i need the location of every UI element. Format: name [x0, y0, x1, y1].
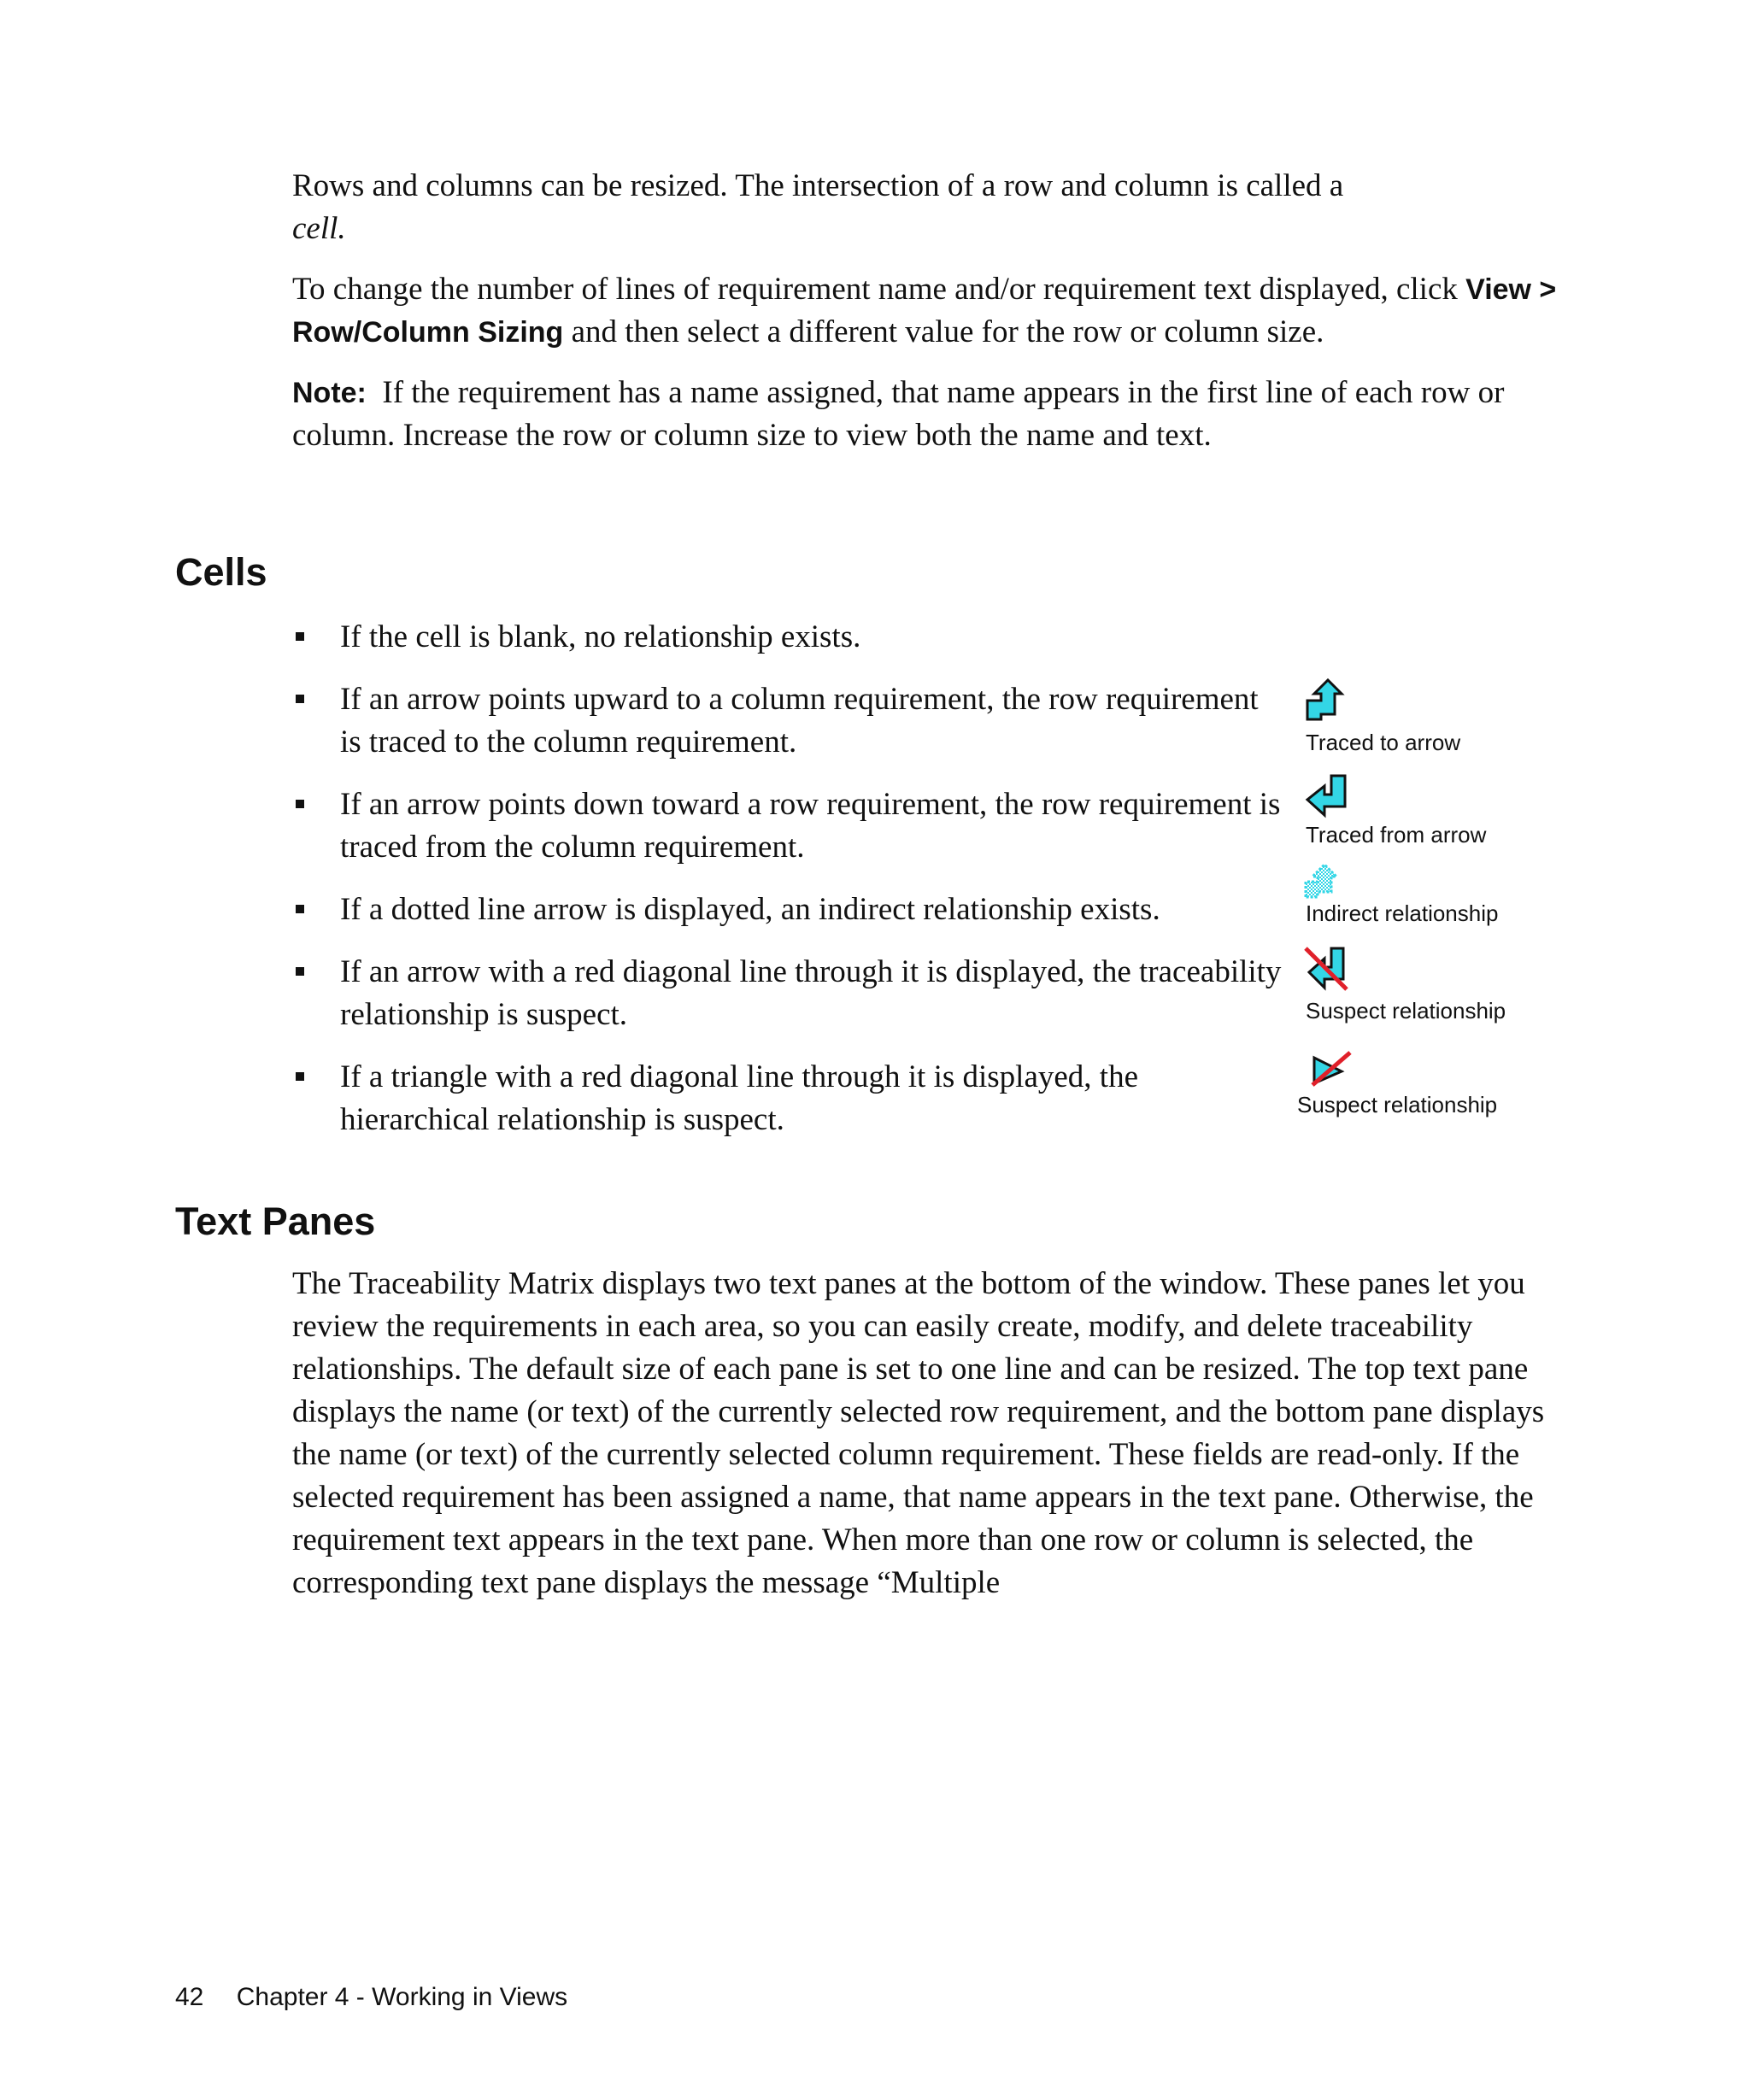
bullet-text: If an arrow with a red diagonal line through it is displayed, the traceability relationship is suspect.	[340, 954, 1282, 1032]
cell-term: cell.	[292, 211, 346, 246]
bullet-marker	[296, 967, 304, 976]
legend-label: Suspect relationship	[1306, 998, 1506, 1024]
note-label: Note:	[292, 377, 367, 409]
bullet-text: If a triangle with a red diagonal line through it is displayed, the hierarchical relationship is suspect.	[340, 1059, 1138, 1137]
bullet-item	[292, 783, 1283, 869]
intro-section	[292, 165, 1557, 475]
traced-to-arrow-icon	[1302, 677, 1350, 724]
traced-from-arrow-icon	[1302, 771, 1350, 818]
page-footer	[175, 1982, 567, 2013]
chapter-title: Chapter 4 - Working in Views	[236, 1983, 568, 2011]
cells-bullet-list	[292, 616, 1283, 1161]
bullet-marker	[296, 905, 304, 913]
bullet-marker	[296, 800, 304, 808]
cells-heading: Cells	[175, 550, 267, 594]
bullet-marker	[296, 1072, 304, 1081]
bullet-marker	[296, 632, 304, 641]
suspect-triangle-icon	[1309, 1049, 1357, 1087]
intro-p2-before: To change the number of lines of requirement name and/or requirement text displayed, click	[292, 272, 1458, 307]
note-paragraph	[292, 372, 1557, 457]
legend-label: Indirect relationship	[1306, 900, 1499, 926]
bullet-item	[292, 889, 1283, 931]
bullet-text: If a dotted line arrow is displayed, an indirect relationship exists.	[340, 892, 1160, 927]
menu-path: View > Row/Column Sizing	[292, 273, 1557, 349]
legend-label: Suspect relationship	[1297, 1092, 1498, 1117]
intro-paragraph-1	[292, 165, 1557, 250]
bullet-item	[292, 678, 1283, 764]
text-panes-paragraph: The Traceability Matrix displays two text panes at the bottom of the window. These panes let you review the requirements in each area, so you can easily create, modify, and delete traceability relationships. The default size of each pane is set to one line and can be resized. The top text pane displays the name (or text) of the currently selected row requirement, and the bottom pane displays the name (or text) of the currently selected column requirement. These fields are read-only. If the selected requirement has been assigned a name, that name appears in the text pane. Otherwise, the requirement text appears in the text pane. When more than one row or column is selected, the corresponding text pane displays the message “Multiple	[292, 1266, 1545, 1600]
indirect-relationship-icon	[1302, 859, 1350, 900]
bullet-text: If the cell is blank, no relationship exists.	[340, 619, 861, 654]
note-text: If the requirement has a name assigned, that name appears in the first line of each row or column. Increase the row or column size to view both the name and text.	[292, 375, 1505, 453]
text-panes-heading: Text Panes	[175, 1200, 376, 1243]
intro-p2-after: and then select a different value for the row or column size.	[571, 314, 1324, 349]
intro-paragraph-2	[292, 268, 1557, 354]
page-number: 42	[175, 1983, 204, 2011]
intro-p1-text: Rows and columns can be resized. The intersection of a row and column is called a	[292, 168, 1344, 203]
bullet-marker	[296, 695, 304, 703]
bullet-item	[292, 951, 1283, 1036]
suspect-arrow-icon	[1302, 943, 1350, 991]
legend-label: Traced from arrow	[1306, 822, 1487, 848]
bullet-text: If an arrow points upward to a column requirement, the row requirement is traced to the column requirement.	[340, 682, 1259, 760]
bullet-item	[292, 1056, 1283, 1141]
legend-label: Traced to arrow	[1306, 730, 1461, 755]
bullet-item	[292, 616, 1283, 659]
bullet-text: If an arrow points down toward a row requirement, the row requirement is traced from the column requirement.	[340, 787, 1281, 865]
